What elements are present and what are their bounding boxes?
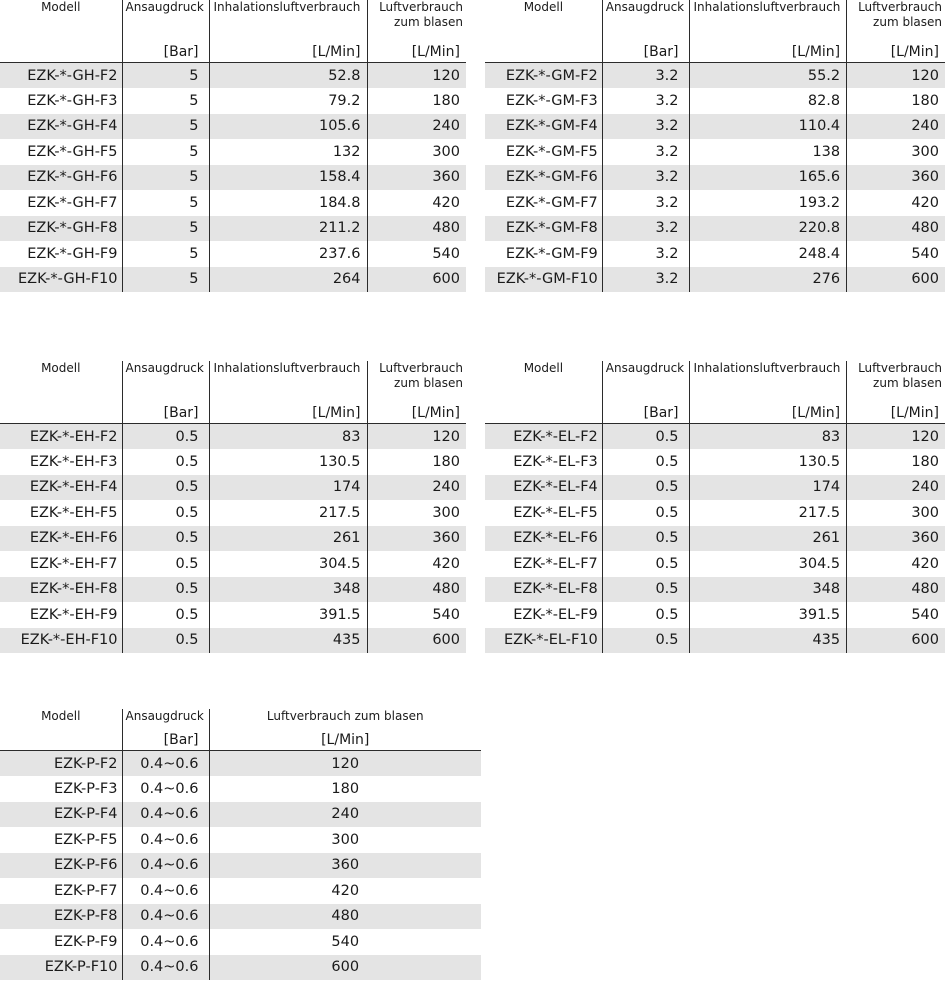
cell-blow: 300 — [367, 500, 466, 526]
table-row — [485, 190, 945, 216]
unit-pressure: [Bar] — [602, 30, 689, 63]
cell-blow: 600 — [209, 955, 481, 981]
cell-blow: 240 — [847, 114, 945, 140]
table-row — [0, 63, 466, 89]
cell-pressure: 0.5 — [602, 602, 689, 628]
spec-table-gm — [485, 0, 945, 292]
table-row — [0, 602, 466, 628]
unit-pressure: [Bar] — [122, 391, 209, 424]
unit-blow: [L/Min] — [847, 30, 945, 63]
cell-inhalation: 391.5 — [689, 602, 847, 628]
table-row — [485, 424, 945, 450]
cell-inhalation: 165.6 — [689, 165, 847, 191]
cell-model: EZK-P-F4 — [0, 802, 122, 828]
table-row — [485, 577, 945, 603]
cell-model: EZK-*-EH-F8 — [0, 577, 122, 603]
cell-blow: 420 — [367, 190, 466, 216]
table-row — [485, 139, 945, 165]
unit-inhalation: [L/Min] — [209, 30, 367, 63]
cell-blow: 600 — [367, 628, 466, 654]
cell-pressure: 3.2 — [602, 216, 689, 242]
table-row — [0, 751, 481, 777]
cell-inhalation: 211.2 — [209, 216, 367, 242]
cell-pressure: 3.2 — [602, 88, 689, 114]
unit-row — [485, 391, 945, 424]
cell-model: EZK-*-GM-F2 — [485, 63, 602, 89]
cell-pressure: 0.5 — [602, 449, 689, 475]
cell-blow: 480 — [367, 577, 466, 603]
table-row — [485, 63, 945, 89]
cell-pressure: 0.5 — [122, 449, 209, 475]
cell-pressure: 0.5 — [602, 424, 689, 450]
cell-pressure: 0.5 — [602, 526, 689, 552]
unit-model — [0, 391, 122, 424]
cell-inhalation: 130.5 — [689, 449, 847, 475]
cell-inhalation: 174 — [689, 475, 847, 501]
table-row — [0, 827, 481, 853]
cell-blow: 540 — [367, 602, 466, 628]
header-pressure: Ansaugdruck — [122, 361, 209, 391]
spec-table-p-grid — [0, 709, 481, 980]
unit-pressure: [Bar] — [122, 726, 209, 751]
table-row — [0, 449, 466, 475]
cell-blow: 300 — [847, 139, 945, 165]
cell-pressure: 0.5 — [602, 628, 689, 654]
table-row — [0, 878, 481, 904]
unit-inhalation: [L/Min] — [689, 391, 847, 424]
cell-model: EZK-P-F6 — [0, 853, 122, 879]
cell-pressure: 5 — [122, 114, 209, 140]
cell-pressure: 0.4~0.6 — [122, 853, 209, 879]
cell-blow: 600 — [847, 267, 945, 293]
cell-inhalation: 83 — [209, 424, 367, 450]
cell-model: EZK-*-GM-F6 — [485, 165, 602, 191]
cell-inhalation: 79.2 — [209, 88, 367, 114]
cell-inhalation: 174 — [209, 475, 367, 501]
table-row — [485, 216, 945, 242]
cell-blow: 240 — [367, 114, 466, 140]
unit-blow: [L/Min] — [209, 726, 481, 751]
header-pressure: Ansaugdruck — [122, 0, 209, 30]
unit-row — [485, 30, 945, 63]
cell-blow: 180 — [209, 776, 481, 802]
unit-blow: [L/Min] — [367, 391, 466, 424]
cell-inhalation: 348 — [689, 577, 847, 603]
table-row — [485, 114, 945, 140]
unit-model — [485, 391, 602, 424]
header-pressure: Ansaugdruck — [602, 0, 689, 30]
cell-blow: 120 — [367, 424, 466, 450]
cell-inhalation: 55.2 — [689, 63, 847, 89]
table-row — [0, 165, 466, 191]
cell-model: EZK-*-GH-F2 — [0, 63, 122, 89]
cell-pressure: 5 — [122, 190, 209, 216]
cell-blow: 360 — [367, 526, 466, 552]
header-blow: Luftverbrauch zum blasen — [847, 0, 945, 30]
table-row — [485, 500, 945, 526]
cell-model: EZK-*-GM-F7 — [485, 190, 602, 216]
cell-inhalation: 261 — [689, 526, 847, 552]
cell-model: EZK-*-EH-F7 — [0, 551, 122, 577]
cell-model: EZK-*-GH-F9 — [0, 241, 122, 267]
table-row — [0, 114, 466, 140]
cell-inhalation: 435 — [209, 628, 367, 654]
cell-model: EZK-P-F9 — [0, 929, 122, 955]
spec-table-grid — [0, 361, 466, 653]
cell-blow: 360 — [367, 165, 466, 191]
header-row — [0, 361, 466, 391]
cell-blow: 480 — [847, 216, 945, 242]
cell-pressure: 0.5 — [602, 475, 689, 501]
cell-blow: 240 — [847, 475, 945, 501]
cell-model: EZK-*-GH-F3 — [0, 88, 122, 114]
cell-inhalation: 248.4 — [689, 241, 847, 267]
cell-model: EZK-*-GM-F10 — [485, 267, 602, 293]
cell-inhalation: 348 — [209, 577, 367, 603]
cell-blow: 480 — [367, 216, 466, 242]
cell-blow: 180 — [367, 449, 466, 475]
cell-blow: 180 — [367, 88, 466, 114]
table-row — [0, 802, 481, 828]
cell-inhalation: 193.2 — [689, 190, 847, 216]
cell-model: EZK-P-F8 — [0, 904, 122, 930]
cell-inhalation: 52.8 — [209, 63, 367, 89]
spec-table-grid — [0, 0, 466, 292]
cell-model: EZK-*-GH-F7 — [0, 190, 122, 216]
cell-inhalation: 82.8 — [689, 88, 847, 114]
cell-inhalation: 217.5 — [209, 500, 367, 526]
cell-pressure: 0.5 — [122, 628, 209, 654]
unit-pressure: [Bar] — [122, 30, 209, 63]
cell-model: EZK-*-GM-F4 — [485, 114, 602, 140]
cell-blow: 300 — [367, 139, 466, 165]
cell-blow: 540 — [367, 241, 466, 267]
cell-model: EZK-*-GM-F5 — [485, 139, 602, 165]
cell-model: EZK-*-GM-F9 — [485, 241, 602, 267]
cell-blow: 540 — [847, 602, 945, 628]
header-model: Modell — [41, 0, 81, 14]
table-row — [0, 267, 466, 293]
header-blow: Luftverbrauch zum blasen — [367, 0, 466, 30]
cell-inhalation: 304.5 — [689, 551, 847, 577]
cell-pressure: 0.5 — [122, 424, 209, 450]
table-row — [0, 853, 481, 879]
cell-blow: 180 — [847, 449, 945, 475]
unit-row — [0, 391, 466, 424]
header-pressure: Ansaugdruck — [122, 709, 209, 726]
cell-pressure: 0.4~0.6 — [122, 955, 209, 981]
table-row — [0, 776, 481, 802]
cell-pressure: 0.5 — [122, 526, 209, 552]
cell-pressure: 3.2 — [602, 165, 689, 191]
cell-model: EZK-*-GH-F10 — [0, 267, 122, 293]
header-blow: Luftverbrauch zum blasen — [847, 361, 945, 391]
cell-model: EZK-P-F3 — [0, 776, 122, 802]
cell-model: EZK-P-F10 — [0, 955, 122, 981]
cell-inhalation: 261 — [209, 526, 367, 552]
cell-pressure: 0.5 — [122, 475, 209, 501]
cell-model: EZK-*-GH-F5 — [0, 139, 122, 165]
spec-table-p — [0, 709, 481, 980]
unit-blow: [L/Min] — [367, 30, 466, 63]
cell-inhalation: 391.5 — [209, 602, 367, 628]
table-row — [0, 929, 481, 955]
spec-table-grid — [485, 361, 945, 653]
cell-blow: 540 — [209, 929, 481, 955]
cell-pressure: 0.4~0.6 — [122, 929, 209, 955]
cell-pressure: 5 — [122, 241, 209, 267]
table-row — [0, 577, 466, 603]
cell-blow: 420 — [847, 190, 945, 216]
cell-blow: 360 — [847, 526, 945, 552]
header-inhalation: Inhalationsluftverbrauch — [689, 361, 847, 391]
unit-row — [0, 30, 466, 63]
header-inhalation: Inhalationsluftverbrauch — [209, 361, 367, 391]
cell-pressure: 0.4~0.6 — [122, 827, 209, 853]
cell-blow: 600 — [367, 267, 466, 293]
table-row — [0, 424, 466, 450]
cell-blow: 240 — [367, 475, 466, 501]
cell-model: EZK-*-GH-F6 — [0, 165, 122, 191]
cell-blow: 180 — [847, 88, 945, 114]
cell-blow: 120 — [209, 751, 481, 777]
header-blow: Luftverbrauch zum blasen — [209, 709, 481, 726]
spec-table-el — [485, 361, 945, 653]
cell-inhalation: 217.5 — [689, 500, 847, 526]
cell-inhalation: 83 — [689, 424, 847, 450]
table-row — [485, 526, 945, 552]
cell-inhalation: 435 — [689, 628, 847, 654]
cell-pressure: 0.5 — [122, 577, 209, 603]
cell-model: EZK-*-EH-F10 — [0, 628, 122, 654]
table-row — [485, 449, 945, 475]
header-row — [485, 0, 945, 30]
cell-blow: 420 — [367, 551, 466, 577]
cell-pressure: 5 — [122, 267, 209, 293]
cell-model: EZK-*-EH-F5 — [0, 500, 122, 526]
cell-blow: 420 — [209, 878, 481, 904]
cell-pressure: 3.2 — [602, 267, 689, 293]
table-row — [0, 551, 466, 577]
table-row — [0, 526, 466, 552]
table-row — [0, 88, 466, 114]
header-pressure: Ansaugdruck — [602, 361, 689, 391]
cell-pressure: 0.4~0.6 — [122, 904, 209, 930]
cell-inhalation: 132 — [209, 139, 367, 165]
cell-model: EZK-*-EL-F9 — [485, 602, 602, 628]
table-row — [0, 475, 466, 501]
cell-model: EZK-*-EL-F8 — [485, 577, 602, 603]
cell-inhalation: 304.5 — [209, 551, 367, 577]
cell-model: EZK-*-EH-F3 — [0, 449, 122, 475]
cell-inhalation: 130.5 — [209, 449, 367, 475]
cell-pressure: 3.2 — [602, 114, 689, 140]
table-row — [485, 88, 945, 114]
table-row — [485, 602, 945, 628]
unit-inhalation: [L/Min] — [209, 391, 367, 424]
cell-pressure: 0.5 — [602, 577, 689, 603]
cell-pressure: 5 — [122, 165, 209, 191]
cell-inhalation: 105.6 — [209, 114, 367, 140]
table-row — [0, 216, 466, 242]
header-row — [0, 709, 481, 726]
cell-pressure: 0.5 — [122, 551, 209, 577]
cell-model: EZK-*-GH-F4 — [0, 114, 122, 140]
cell-blow: 420 — [847, 551, 945, 577]
cell-model: EZK-*-EL-F2 — [485, 424, 602, 450]
header-row — [0, 0, 466, 30]
cell-model: EZK-P-F5 — [0, 827, 122, 853]
cell-inhalation: 276 — [689, 267, 847, 293]
header-model: Modell — [523, 361, 564, 375]
cell-model: EZK-*-GM-F3 — [485, 88, 602, 114]
cell-model: EZK-*-EL-F4 — [485, 475, 602, 501]
cell-inhalation: 158.4 — [209, 165, 367, 191]
table-row — [0, 955, 481, 981]
cell-blow: 300 — [847, 500, 945, 526]
unit-blow: [L/Min] — [847, 391, 945, 424]
unit-inhalation: [L/Min] — [689, 30, 847, 63]
cell-blow: 600 — [847, 628, 945, 654]
cell-blow: 480 — [847, 577, 945, 603]
cell-blow: 360 — [209, 853, 481, 879]
header-blow: Luftverbrauch zum blasen — [367, 361, 466, 391]
cell-pressure: 5 — [122, 216, 209, 242]
cell-inhalation: 220.8 — [689, 216, 847, 242]
cell-model: EZK-*-EL-F7 — [485, 551, 602, 577]
cell-pressure: 3.2 — [602, 190, 689, 216]
unit-pressure: [Bar] — [602, 391, 689, 424]
cell-model: EZK-P-F7 — [0, 878, 122, 904]
table-row — [485, 267, 945, 293]
cell-inhalation: 110.4 — [689, 114, 847, 140]
header-inhalation: Inhalationsluftverbrauch — [209, 0, 367, 30]
cell-pressure: 0.4~0.6 — [122, 878, 209, 904]
header-model: Modell — [41, 361, 81, 375]
header-model: Modell — [41, 709, 81, 723]
table-row — [0, 190, 466, 216]
header-row — [485, 361, 945, 391]
unit-model — [0, 30, 122, 63]
table-row — [0, 500, 466, 526]
cell-blow: 120 — [367, 63, 466, 89]
cell-model: EZK-*-EL-F3 — [485, 449, 602, 475]
cell-model: EZK-*-GM-F8 — [485, 216, 602, 242]
table-row — [0, 139, 466, 165]
table-row — [485, 165, 945, 191]
cell-model: EZK-*-EH-F6 — [0, 526, 122, 552]
table-row — [485, 241, 945, 267]
table-row — [0, 241, 466, 267]
spec-table-grid — [485, 0, 945, 292]
cell-inhalation: 138 — [689, 139, 847, 165]
cell-pressure: 5 — [122, 63, 209, 89]
cell-blow: 360 — [847, 165, 945, 191]
cell-blow: 240 — [209, 802, 481, 828]
spec-table-gh — [0, 0, 466, 292]
spec-table-eh — [0, 361, 466, 653]
cell-blow: 120 — [847, 424, 945, 450]
header-inhalation: Inhalationsluftverbrauch — [689, 0, 847, 30]
cell-pressure: 3.2 — [602, 241, 689, 267]
table-row — [485, 551, 945, 577]
cell-pressure: 0.5 — [122, 500, 209, 526]
cell-model: EZK-*-EL-F5 — [485, 500, 602, 526]
unit-row — [0, 726, 481, 751]
cell-pressure: 3.2 — [602, 63, 689, 89]
cell-pressure: 0.4~0.6 — [122, 802, 209, 828]
cell-pressure: 0.5 — [602, 500, 689, 526]
unit-model — [0, 726, 122, 751]
cell-pressure: 0.5 — [602, 551, 689, 577]
cell-model: EZK-P-F2 — [0, 751, 122, 777]
cell-inhalation: 237.6 — [209, 241, 367, 267]
cell-blow: 480 — [209, 904, 481, 930]
cell-model: EZK-*-GH-F8 — [0, 216, 122, 242]
cell-inhalation: 264 — [209, 267, 367, 293]
unit-model — [485, 30, 602, 63]
cell-blow: 120 — [847, 63, 945, 89]
cell-model: EZK-*-EH-F9 — [0, 602, 122, 628]
cell-pressure: 3.2 — [602, 139, 689, 165]
cell-blow: 540 — [847, 241, 945, 267]
cell-pressure: 0.5 — [122, 602, 209, 628]
table-row — [0, 628, 466, 654]
table-row — [485, 628, 945, 654]
cell-pressure: 0.4~0.6 — [122, 751, 209, 777]
cell-model: EZK-*-EH-F2 — [0, 424, 122, 450]
cell-inhalation: 184.8 — [209, 190, 367, 216]
cell-pressure: 5 — [122, 139, 209, 165]
cell-blow: 300 — [209, 827, 481, 853]
table-row — [0, 904, 481, 930]
cell-model: EZK-*-EH-F4 — [0, 475, 122, 501]
header-model: Modell — [523, 0, 564, 14]
table-row — [485, 475, 945, 501]
cell-model: EZK-*-EL-F10 — [485, 628, 602, 654]
cell-model: EZK-*-EL-F6 — [485, 526, 602, 552]
cell-pressure: 0.4~0.6 — [122, 776, 209, 802]
cell-pressure: 5 — [122, 88, 209, 114]
